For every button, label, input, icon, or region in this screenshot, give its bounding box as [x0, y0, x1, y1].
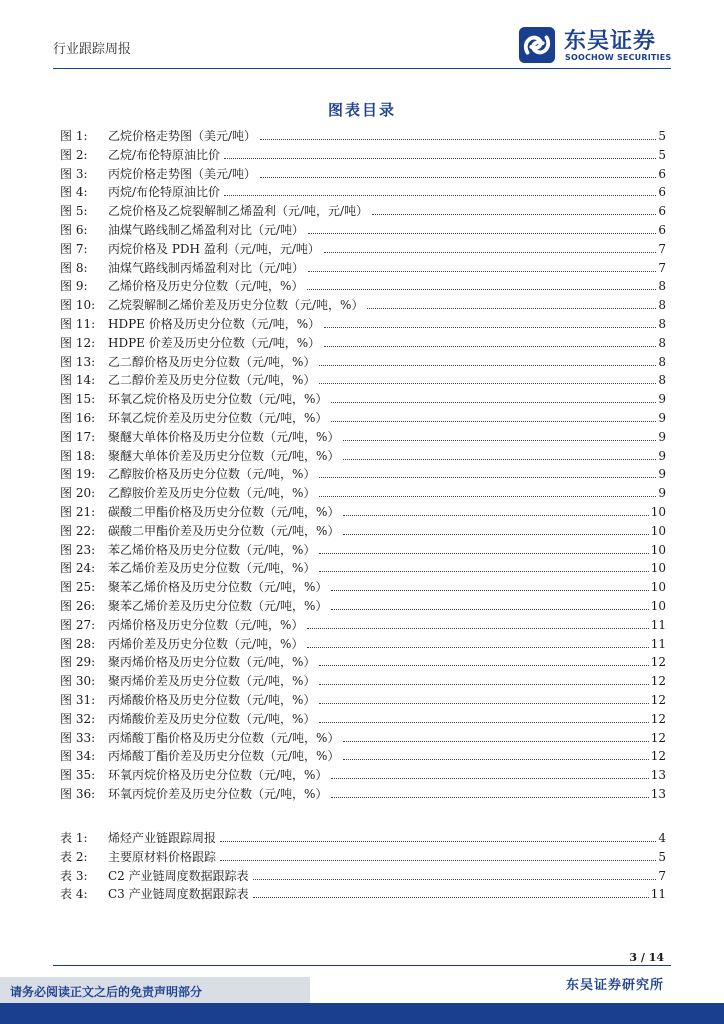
toc-entry-title: C2 产业链周度数据跟踪表: [108, 868, 249, 883]
toc-entry-leader: [260, 138, 656, 140]
toc-entry-title: 丙烯酸丁酯价差及历史分位数（元/吨，%）: [108, 749, 340, 764]
toc-entry-title: 乙烯价格及历史分位数（元/吨，%）: [108, 279, 304, 294]
table-toc-entry[interactable]: [60, 846, 666, 864]
toc-entry-number: 图 6:: [60, 223, 88, 237]
toc-entry-page: 9: [658, 411, 666, 425]
toc-entry-number: 图 21:: [60, 505, 96, 519]
toc-entry-page: 7: [658, 868, 666, 883]
toc-entry-number: 图 19:: [60, 467, 96, 482]
toc-entry-leader: [324, 345, 656, 347]
toc-entry-number: 图 24:: [60, 561, 96, 576]
toc-entry-leader: [331, 608, 648, 610]
toc-entry-title: 丙烯酸价差及历史分位数（元/吨，%）: [108, 711, 316, 726]
table-toc-entry[interactable]: [60, 827, 666, 845]
toc-entry-title: 乙醇胺价差及历史分位数（元/吨，%）: [108, 486, 316, 501]
toc-entry-title: 油煤气路线制乙烯盈利对比（元/吨）: [108, 223, 305, 237]
toc-entry-title: 丙烷价格及 PDH 盈利（元/吨，元/吨）: [108, 241, 320, 256]
toc-entry-title: 丙烯酸丁酯价格及历史分位数（元/吨，%）: [108, 730, 340, 745]
figure-toc-entry[interactable]: [60, 163, 666, 181]
toc-entry-number: 图 14:: [60, 373, 96, 388]
toc-entry-title: 丙烯价格及历史分位数（元/吨，%）: [108, 617, 304, 632]
toc-entry-leader: [253, 896, 649, 898]
table-toc-entry[interactable]: [60, 865, 666, 883]
disclaimer-banner: [0, 977, 310, 1003]
toc-entry-title: 碳酸二甲酯价差及历史分位数（元/吨，%）: [108, 523, 340, 538]
toc-entry-title: 乙烷价格及乙烷裂解制乙烯盈利（元/吨，元/吨）: [108, 204, 369, 219]
toc-entry-leader: [220, 859, 656, 861]
toc-entry-leader: [307, 288, 656, 290]
toc-entry-page: 6: [658, 185, 666, 200]
toc-entry-page: 12: [650, 655, 666, 670]
toc-entry-page: 6: [658, 204, 666, 219]
figure-toc-entry[interactable]: [60, 595, 666, 613]
toc-entry-number: 图 26:: [60, 599, 96, 613]
footer-bar: [0, 1003, 724, 1024]
toc-entry-page: 11: [650, 617, 666, 632]
figure-toc-entry[interactable]: [60, 388, 666, 406]
toc-entry-page: 5: [658, 129, 666, 143]
figure-toc-entry[interactable]: [60, 689, 666, 707]
figure-toc-entry[interactable]: [60, 727, 666, 745]
toc-entry-title: 乙醇胺价格及历史分位数（元/吨，%）: [108, 467, 316, 482]
toc-entry-page: 11: [650, 887, 666, 902]
toc-entry-number: 图 12:: [60, 335, 96, 350]
toc-entry-leader: [224, 157, 656, 159]
toc-entry-title: 聚丙烯价格及历史分位数（元/吨，%）: [108, 655, 316, 670]
figure-toc-entry[interactable]: [60, 482, 666, 500]
toc-entry-title: 聚丙烯价差及历史分位数（元/吨，%）: [108, 674, 316, 689]
toc-entry-number: 图 35:: [60, 768, 96, 783]
toc-entry-number: 图 8:: [60, 260, 88, 275]
toc-entry-title: C3 产业链周度数据跟踪表: [108, 887, 249, 902]
toc-entry-leader: [220, 840, 656, 842]
toc-entry-leader: [319, 664, 648, 666]
figure-toc-entry[interactable]: [60, 125, 666, 143]
toc-entry-number: 图 16:: [60, 411, 96, 425]
toc-entry-title: 丙烷价格走势图（美元/吨）: [108, 166, 257, 181]
toc-entry-page: 10: [650, 561, 666, 576]
toc-entry-leader: [343, 439, 656, 441]
toc-entry-title: 油煤气路线制丙烯盈利对比（元/吨）: [108, 260, 305, 275]
figure-toc-entry[interactable]: [60, 463, 666, 481]
toc-entry-page: 6: [658, 166, 666, 181]
toc-entry-number: 图 2:: [60, 147, 88, 162]
toc-entry-page: 12: [650, 711, 666, 726]
toc-entry-leader: [307, 646, 648, 648]
soochow-logo-mark-icon: [518, 26, 556, 64]
toc-entry-title: 环氧丙烷价差及历史分位数（元/吨，%）: [108, 787, 328, 801]
toc-entry-leader: [331, 401, 656, 403]
toc-entry-leader: [343, 758, 648, 760]
toc-entry-title: 苯乙烯价格及历史分位数（元/吨，%）: [108, 542, 316, 557]
figure-toc-entry[interactable]: [60, 257, 666, 275]
toc-entry-number: 图 17:: [60, 429, 96, 444]
toc-entry-page: 11: [650, 636, 666, 651]
figure-toc-entry[interactable]: [60, 407, 666, 425]
toc-entry-number: 图 29:: [60, 655, 96, 670]
toc-entry-page: 9: [658, 392, 666, 407]
toc-entry-title: 乙烷/布伦特原油比价: [108, 147, 221, 162]
toc-entry-number: 图 34:: [60, 749, 96, 764]
toc-entry-leader: [308, 232, 656, 234]
figure-toc-entry[interactable]: [60, 294, 666, 312]
toc-entry-title: 烯烃产业链跟踪周报: [108, 831, 217, 845]
toc-entry-page: 12: [650, 693, 666, 707]
figure-toc-entry[interactable]: [60, 670, 666, 688]
toc-entry-title: 聚苯乙烯价格及历史分位数（元/吨，%）: [108, 580, 328, 595]
toc-entry-page: 5: [658, 147, 666, 162]
figure-toc-entry[interactable]: [60, 708, 666, 726]
figure-toc-entry[interactable]: [60, 369, 666, 387]
header-divider: [53, 68, 671, 69]
figure-toc-entry[interactable]: [60, 426, 666, 444]
toc-entry-page: 9: [658, 486, 666, 501]
figure-toc-entry[interactable]: [60, 501, 666, 519]
toc-entry-leader: [260, 176, 656, 178]
toc-entry-leader: [331, 420, 656, 422]
toc-entry-leader: [319, 702, 648, 704]
toc-entry-page: 8: [658, 279, 666, 294]
toc-entry-title: HDPE 价差及历史分位数（元/吨，%）: [108, 335, 321, 350]
table-toc-entry[interactable]: [60, 883, 666, 901]
toc-entry-page: 12: [650, 730, 666, 745]
toc-entry-title: 环氧乙烷价差及历史分位数（元/吨，%）: [108, 411, 328, 425]
toc-entry-leader: [319, 570, 648, 572]
logo-chinese-name: 东吴证券: [564, 29, 657, 54]
figure-toc-entry[interactable]: [60, 745, 666, 763]
toc-entry-page: 10: [650, 542, 666, 557]
toc-entry-number: 图 15:: [60, 392, 96, 407]
figure-toc-entry[interactable]: [60, 181, 666, 199]
toc-entry-number: 图 20:: [60, 486, 96, 501]
toc-entry-page: 4: [658, 831, 666, 845]
toc-entry-leader: [331, 777, 648, 779]
toc-entry-leader: [367, 307, 656, 309]
figure-toc-entry[interactable]: [60, 351, 666, 369]
toc-entry-leader: [319, 364, 656, 366]
toc-entry-title: 环氧乙烷价格及历史分位数（元/吨，%）: [108, 392, 328, 407]
toc-entry-page: 7: [658, 260, 666, 275]
toc-entry-title: 环氧丙烷价格及历史分位数（元/吨，%）: [108, 768, 328, 783]
toc-entry-leader: [343, 740, 648, 742]
figure-toc-entry[interactable]: [60, 445, 666, 463]
toc-entry-leader: [224, 194, 656, 196]
toc-entry-leader: [307, 627, 648, 629]
toc-entry-page: 10: [650, 580, 666, 595]
figure-toc-entry[interactable]: [60, 651, 666, 669]
toc-entry-page: 8: [658, 373, 666, 388]
toc-entry-page: 10: [650, 599, 666, 613]
toc-entry-number: 表 4:: [60, 887, 88, 902]
toc-entry-number: 图 18:: [60, 448, 96, 463]
figure-toc-entry[interactable]: [60, 275, 666, 293]
figure-toc-entry[interactable]: [60, 520, 666, 538]
logo-english-name: SOOCHOW SECURITIES: [565, 53, 672, 62]
toc-entry-leader: [319, 382, 656, 384]
toc-entry-title: 丙烯价差及历史分位数（元/吨，%）: [108, 636, 304, 651]
toc-entry-title: 苯乙烯价差及历史分位数（元/吨，%）: [108, 561, 316, 576]
toc-entry-title: HDPE 价格及历史分位数（元/吨，%）: [108, 317, 321, 331]
toc-entry-title: 聚醚大单体价格及历史分位数（元/吨，%）: [108, 429, 340, 444]
toc-entry-page: 13: [650, 787, 666, 801]
toc-entry-number: 图 23:: [60, 542, 96, 557]
toc-entry-leader: [319, 683, 648, 685]
toc-entry-title: 聚醚大单体价差及历史分位数（元/吨，%）: [108, 448, 340, 463]
toc-entry-title: 乙二醇价差及历史分位数（元/吨，%）: [108, 373, 316, 388]
figure-toc-entry[interactable]: [60, 313, 666, 331]
toc-entry-leader: [343, 533, 648, 535]
toc-entry-title: 丙烷/布伦特原油比价: [108, 185, 221, 200]
toc-entry-title: 丙烯酸价格及历史分位数（元/吨，%）: [108, 693, 316, 707]
toc-entry-title: 碳酸二甲酯价格及历史分位数（元/吨，%）: [108, 505, 340, 519]
toc-entry-page: 5: [658, 849, 666, 864]
toc-entry-leader: [324, 326, 656, 328]
toc-entry-leader: [343, 514, 648, 516]
figure-toc-entry[interactable]: [60, 614, 666, 632]
toc-entry-page: 9: [658, 448, 666, 463]
toc-entry-number: 表 2:: [60, 849, 88, 864]
toc-entry-number: 图 27:: [60, 617, 96, 632]
figure-toc-entry[interactable]: [60, 332, 666, 350]
toc-entry-page: 10: [650, 505, 666, 519]
toc-entry-title: 乙烷价格走势图（美元/吨）: [108, 129, 257, 143]
toc-entry-number: 图 13:: [60, 354, 96, 369]
toc-entry-number: 图 32:: [60, 711, 96, 726]
toc-entry-page: 9: [658, 467, 666, 482]
toc-entry-title: 聚苯乙烯价差及历史分位数（元/吨，%）: [108, 599, 328, 613]
toc-entry-page: 8: [658, 298, 666, 313]
toc-entry-number: 图 31:: [60, 693, 96, 707]
toc-entry-number: 图 3:: [60, 166, 88, 181]
toc-entry-leader: [319, 495, 656, 497]
toc-entry-number: 图 10:: [60, 298, 96, 313]
toc-entry-leader: [253, 878, 657, 880]
toc-entry-number: 表 3:: [60, 868, 88, 883]
brand-logo: [518, 22, 678, 66]
toc-entry-leader: [319, 552, 648, 554]
page-number: 3 / 14: [629, 951, 664, 964]
toc-entry-leader: [308, 270, 656, 272]
toc-entry-number: 图 11:: [60, 317, 96, 331]
figure-toc-entry[interactable]: [60, 783, 666, 801]
toc-entry-number: 图 28:: [60, 636, 96, 651]
toc-entry-page: 12: [650, 749, 666, 764]
header-left-text: 行业跟踪周报: [53, 42, 132, 57]
toc-entry-title: 乙二醇价格及历史分位数（元/吨，%）: [108, 354, 316, 369]
toc-entry-number: 图 22:: [60, 523, 96, 538]
figure-toc-entry[interactable]: [60, 764, 666, 782]
figure-toc-entry[interactable]: [60, 144, 666, 162]
toc-entry-page: 6: [658, 223, 666, 237]
toc-entry-number: 图 1:: [60, 129, 88, 143]
toc-entry-page: 13: [650, 768, 666, 783]
toc-entry-page: 12: [650, 674, 666, 689]
figure-toc-entry[interactable]: [60, 539, 666, 557]
toc-entry-page: 9: [658, 429, 666, 444]
toc-entry-leader: [324, 251, 656, 253]
toc-entry-page: 8: [658, 317, 666, 331]
toc-entry-leader: [343, 458, 656, 460]
toc-entry-number: 图 7:: [60, 241, 88, 256]
toc-entry-title: 主要原材料价格跟踪: [108, 849, 217, 864]
toc-entry-leader: [319, 721, 648, 723]
toc-entry-number: 表 1:: [60, 831, 88, 845]
figure-toc-entry[interactable]: [60, 557, 666, 575]
toc-entry-leader: [331, 796, 648, 798]
footer-org-name: 东吴证券研究所: [565, 978, 664, 993]
toc-entry-title: 乙烷裂解制乙烯价差及历史分位数（元/吨，%）: [108, 298, 364, 313]
figure-toc-entry[interactable]: [60, 219, 666, 237]
toc-entry-page: 8: [658, 335, 666, 350]
figure-toc-entry[interactable]: [60, 200, 666, 218]
page-title: 图表目录: [327, 101, 396, 119]
figure-toc-entry[interactable]: [60, 238, 666, 256]
figure-toc-entry[interactable]: [60, 633, 666, 651]
footer-divider: [53, 965, 671, 966]
toc-entry-leader: [372, 213, 656, 215]
toc-entry-number: 图 30:: [60, 674, 96, 689]
toc-entry-leader: [319, 476, 656, 478]
toc-entry-number: 图 9:: [60, 279, 88, 294]
toc-entry-page: 8: [658, 354, 666, 369]
figure-toc-entry[interactable]: [60, 576, 666, 594]
toc-entry-number: 图 25:: [60, 580, 96, 595]
toc-entry-number: 图 33:: [60, 730, 96, 745]
toc-entry-number: 图 5:: [60, 204, 88, 219]
toc-entry-leader: [331, 589, 648, 591]
toc-entry-page: 10: [650, 523, 666, 538]
toc-entry-page: 7: [658, 241, 666, 256]
toc-entry-number: 图 36:: [60, 787, 96, 801]
toc-entry-number: 图 4:: [60, 185, 88, 200]
disclaimer-text: 请务必阅读正文之后的免责声明部分: [10, 985, 203, 999]
